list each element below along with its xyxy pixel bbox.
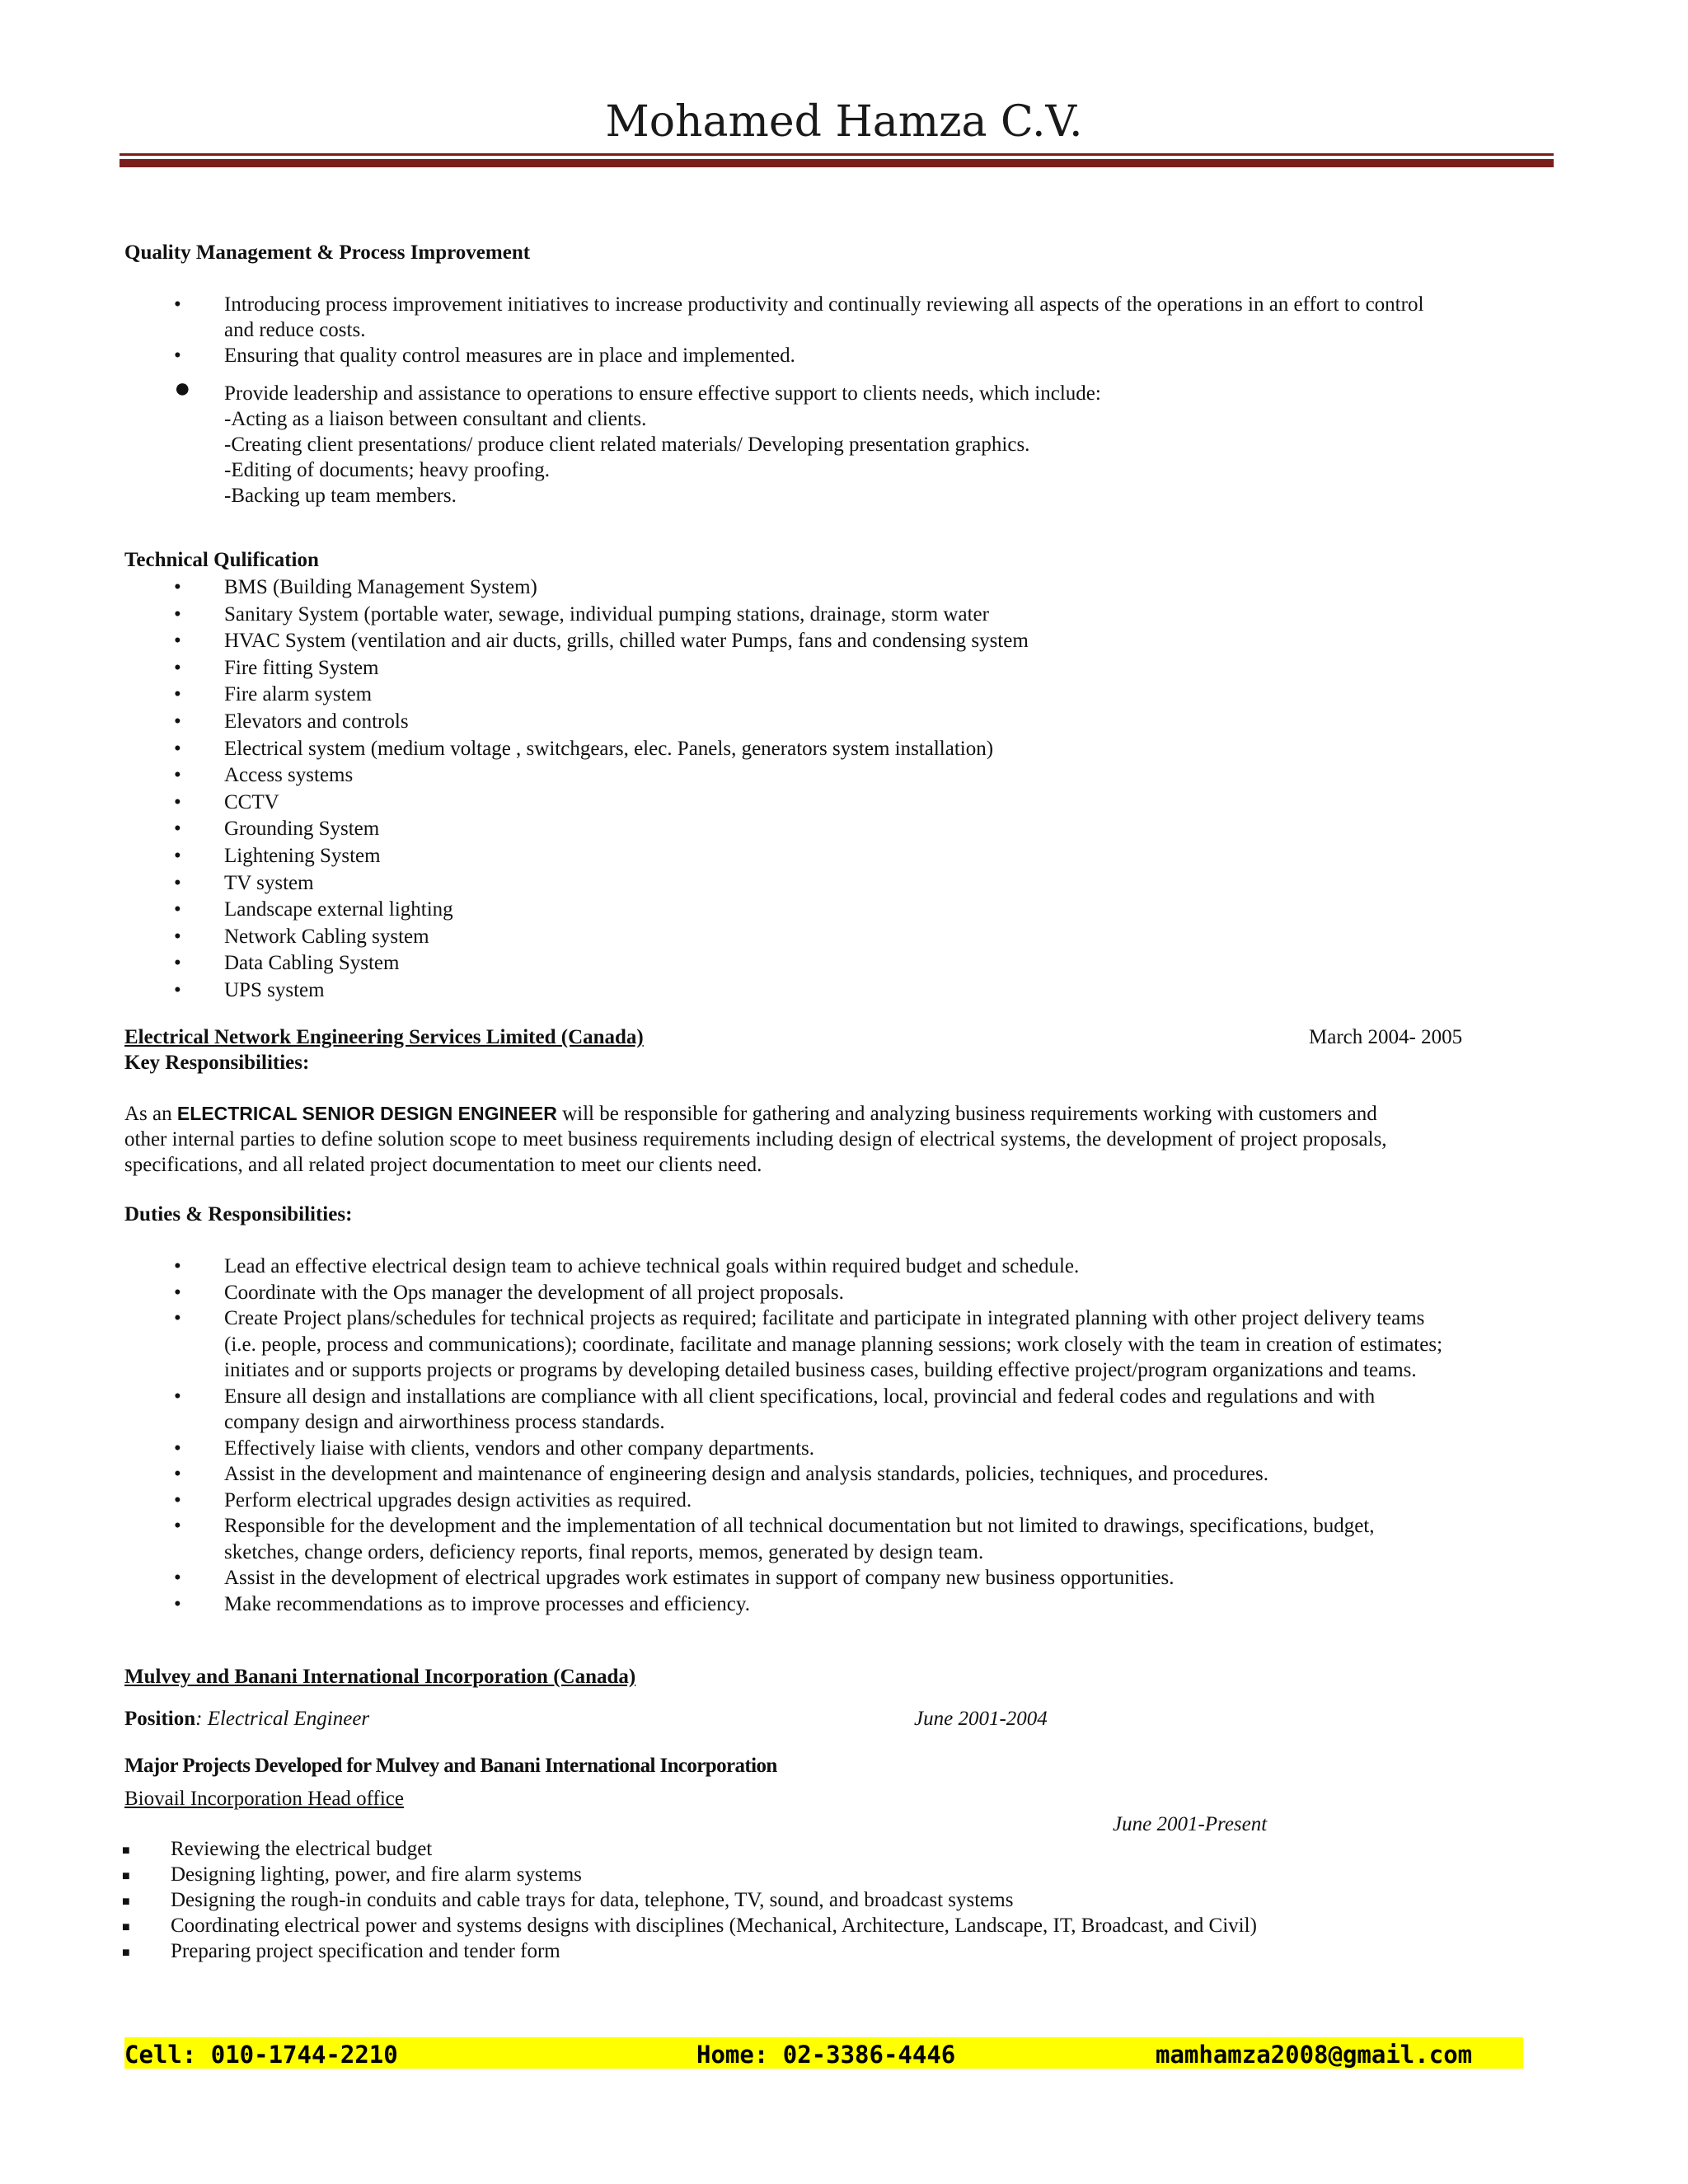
- list-item: • Data Cabling System: [0, 950, 1526, 977]
- bullet-icon: •: [174, 952, 181, 975]
- job1-summary-line1: As an ELECTRICAL SENIOR DESIGN ENGINEER will be responsible for gathering and analyzing business requirements working with customers and: [124, 1103, 1377, 1125]
- list-item: • Lightening System: [0, 843, 1526, 870]
- list-item: • Ensure all design and installations are compliance with all client specifications, local, provincial and federal codes and regulations and with: [0, 1384, 1526, 1410]
- list-item: • UPS system: [0, 977, 1526, 1005]
- bullet-icon: •: [174, 344, 181, 367]
- square-bullet-icon: ■: [122, 1869, 130, 1883]
- list-item: and reduce costs.: [224, 319, 366, 341]
- bullet-icon: •: [174, 1281, 181, 1304]
- square-bullet-icon: ■: [122, 1844, 130, 1858]
- list-item: ■ Reviewing the electrical budget: [0, 1836, 1489, 1862]
- quality-list-leadership: [0, 373, 1526, 509]
- bullet-icon: •: [174, 630, 181, 653]
- technical-heading: Technical Qulification: [124, 549, 319, 571]
- bullet-icon: •: [174, 1307, 181, 1329]
- list-item: • CCTV: [0, 790, 1526, 817]
- list-item: • Assist in the development and maintenance of engineering design and analysis standards, policies, techniques, and procedures.: [0, 1461, 1526, 1488]
- list-item: company design and airworthiness process standards.: [224, 1411, 665, 1433]
- list-item: -Editing of documents; heavy proofing.: [224, 459, 551, 481]
- list-item: • Responsible for the development and the implementation of all technical documentation but not limited to drawings, specifications, budget,: [0, 1513, 1526, 1540]
- job1-key-responsibilities: Key Responsibilities:: [124, 1052, 310, 1074]
- list-item: sketches, change orders, deficiency reports, final reports, memos, generated by design team.: [224, 1540, 984, 1563]
- bullet-icon: •: [174, 790, 181, 813]
- bullet-icon: ●: [174, 373, 191, 404]
- list-item: • Sanitary System (portable water, sewage, individual pumping stations, drainage, storm water: [0, 602, 1526, 629]
- duties-heading: Duties & Responsibilities:: [124, 1203, 353, 1226]
- bullet-icon: •: [174, 1463, 181, 1485]
- list-item: • Elevators and controls: [0, 709, 1526, 736]
- list-item: • Effectively liaise with clients, vendors and other company departments.: [0, 1436, 1526, 1462]
- list-item: -Backing up team members.: [224, 485, 457, 507]
- job1-summary-line3: specifications, and all related project documentation to meet our clients need.: [124, 1154, 762, 1176]
- duties-list: [0, 1254, 1526, 1617]
- footer-home: Home: 02-3386-4446: [696, 2041, 956, 2069]
- bullet-icon: •: [174, 1255, 181, 1277]
- list-item: • Create Project plans/schedules for technical projects as required; facilitate and participate in integrated planning with other project delivery teams: [0, 1305, 1526, 1332]
- list-item: -Acting as a liaison between consultant and clients.: [224, 408, 647, 430]
- list-item: • Network Cabling system: [0, 924, 1526, 951]
- bullet-icon: •: [174, 683, 181, 706]
- job2-position: Position: Electrical Engineer: [124, 1708, 370, 1730]
- title-rule-thin: [120, 153, 1554, 156]
- bullet-icon: •: [174, 1567, 181, 1589]
- footer-cell: Cell: 010-1744-2210: [124, 2041, 398, 2069]
- bullet-icon: •: [174, 576, 181, 598]
- bullet-icon: •: [174, 871, 181, 894]
- list-item: ■ Coordinating electrical power and systems designs with disciplines (Mechanical, Architecture, Landscape, IT, Broadcast, and Civil): [0, 1913, 1489, 1938]
- bullet-icon: •: [174, 1436, 181, 1460]
- bullet-icon: •: [174, 1515, 181, 1537]
- job1-summary-line2: other internal parties to define solution scope to meet business requirements including design of electrical systems, the development of project proposals,: [124, 1128, 1387, 1151]
- list-item: • HVAC System (ventilation and air ducts, grills, chilled water Pumps, fans and condensing system: [0, 628, 1526, 655]
- quality-list: [0, 292, 1526, 368]
- project-dates: June 2001-Present: [1113, 1813, 1268, 1835]
- list-item: • Access systems: [0, 762, 1526, 790]
- list-item: • Landscape external lighting: [0, 897, 1526, 924]
- list-item: (i.e. people, process and communications); coordinate, facilitate and manage planning sessions; work closely with the team in creation of estimates;: [224, 1333, 1443, 1356]
- list-item: • Electrical system (medium voltage , switchgears, elec. Panels, generators system installation): [0, 736, 1526, 763]
- bullet-icon: •: [174, 710, 181, 733]
- list-item: • Introducing process improvement initiatives to increase productivity and continually reviewing all aspects of the operations in an effort to control: [174, 293, 1424, 316]
- list-item: • Make recommendations as to improve processes and efficiency.: [0, 1591, 1526, 1618]
- bullet-icon: •: [174, 1592, 181, 1615]
- list-item: ● Provide leadership and assistance to operations to ensure effective support to clients needs, which include:: [174, 373, 1101, 405]
- bullet-icon: •: [174, 1488, 181, 1511]
- bullet-icon: •: [174, 844, 181, 867]
- list-item: • Lead an effective electrical design team to achieve technical goals within required budget and schedule.: [0, 1254, 1526, 1280]
- list-item: ■ Preparing project specification and tender form: [0, 1938, 1489, 1964]
- list-item: • Grounding System: [0, 816, 1526, 843]
- list-item: • TV system: [0, 870, 1526, 898]
- bullet-icon: •: [174, 656, 181, 679]
- title-rule-thick: [120, 159, 1554, 167]
- projects-heading: Major Projects Developed for Mulvey and Banani International Incorporation: [124, 1755, 777, 1777]
- bullet-icon: •: [174, 898, 181, 921]
- technical-list: [0, 574, 1526, 1005]
- project-list: [0, 1836, 1489, 1964]
- document-title: Mohamed Hamza C.V.: [605, 97, 1083, 147]
- bullet-icon: •: [174, 737, 181, 760]
- list-item: • Assist in the development of electrical upgrades work estimates in support of company new business opportunities.: [0, 1565, 1526, 1591]
- list-item: • BMS (Building Management System): [0, 574, 1526, 602]
- square-bullet-icon: ■: [122, 1895, 130, 1909]
- list-item: • Coordinate with the Ops manager the development of all project proposals.: [0, 1280, 1526, 1306]
- bullet-icon: •: [174, 925, 181, 948]
- list-item: initiates and or supports projects or programs by developing detailed business cases, building effective project/program organizations and teams.: [224, 1359, 1417, 1381]
- bullet-icon: •: [174, 818, 181, 841]
- bullet-icon: •: [174, 602, 181, 626]
- bullet-icon: •: [174, 764, 181, 787]
- list-item: ■ Designing the rough-in conduits and cable trays for data, telephone, TV, sound, and broadcast systems: [0, 1887, 1489, 1913]
- list-item: -Creating client presentations/ produce client related materials/ Developing presentation graphics.: [224, 434, 1030, 456]
- bullet-icon: •: [174, 978, 181, 1001]
- bullet-icon: •: [174, 1385, 181, 1408]
- job1-summary: [124, 1101, 1526, 1178]
- list-item: • Ensuring that quality control measures are in place and implemented.: [174, 344, 795, 367]
- list-item: • Fire alarm system: [0, 682, 1526, 709]
- square-bullet-icon: ■: [122, 1920, 130, 1934]
- list-item: ■ Designing lighting, power, and fire alarm systems: [0, 1862, 1489, 1887]
- job1-role: ELECTRICAL SENIOR DESIGN ENGINEER: [176, 1103, 557, 1124]
- job1-company: Electrical Network Engineering Services Limited (Canada): [124, 1026, 644, 1048]
- list-item: • Fire fitting System: [0, 655, 1526, 682]
- square-bullet-icon: ■: [122, 1946, 130, 1960]
- list-item: • Perform electrical upgrades design activities as required.: [0, 1488, 1526, 1514]
- job2-company: Mulvey and Banani International Incorporation (Canada): [124, 1666, 636, 1688]
- project-name: Biovail Incorporation Head office: [124, 1788, 405, 1810]
- quality-heading: Quality Management & Process Improvement: [124, 241, 531, 264]
- job2-dates: June 2001-2004: [914, 1708, 1048, 1730]
- job1-dates: March 2004- 2005: [1309, 1026, 1463, 1048]
- footer-email[interactable]: mamhamza2008@gmail.com: [1156, 2041, 1473, 2069]
- bullet-icon: •: [174, 293, 181, 316]
